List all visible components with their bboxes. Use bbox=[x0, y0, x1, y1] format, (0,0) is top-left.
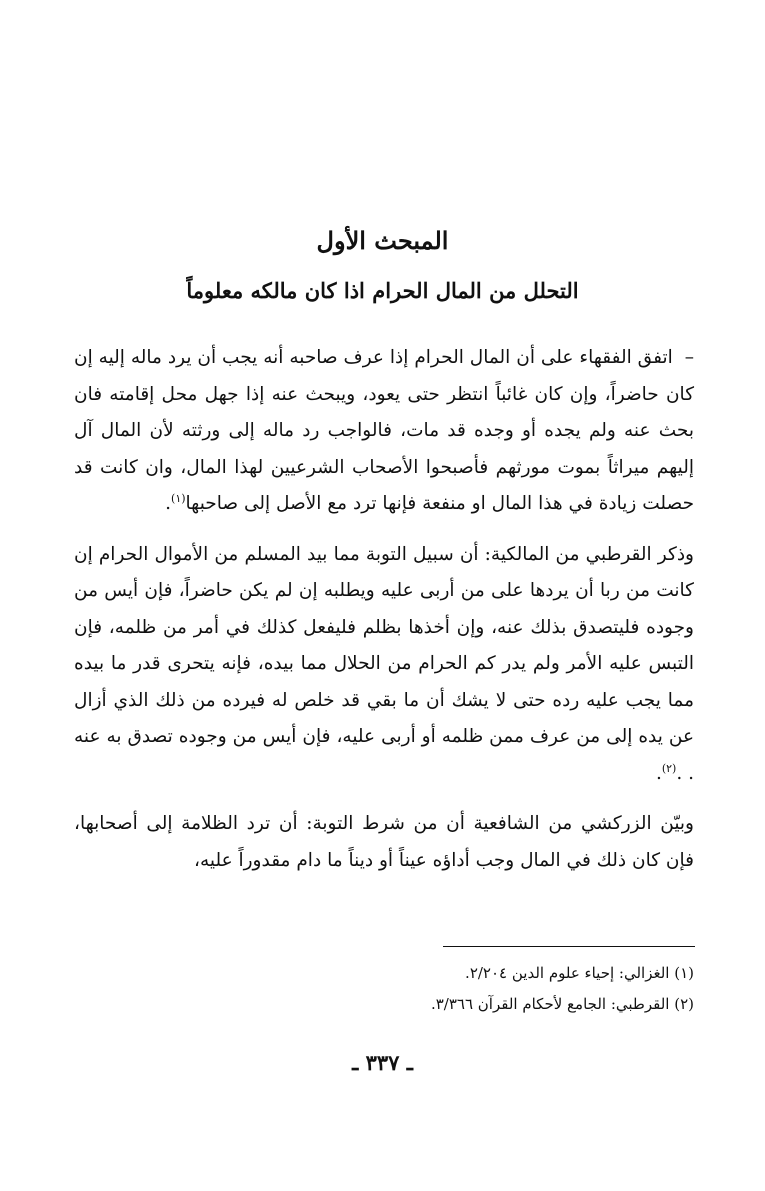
footnote-reference: (١) bbox=[171, 491, 186, 505]
paragraph-text: اتفق الفقهاء على أن المال الحرام إذا عرف صاحبه أنه يجب أن يرد ماله إليه إن كان حاضراً، وإن كان غائباً انتظر حتى يعود، ويبحث عنه إذا جهل محل إقامته فان بحث عنه ولم يجده أو وجده قد مات، فالواجب رد ماله إلى ورثته لأن المال آل إليهم ميراثاً بموت مورثهم فأصبحوا الأصحاب الشرعيين لهذا المال، وان كانت قد حصلت زيادة في هذا المال او منفعة فإنها ترد مع الأصل إلى صاحبها bbox=[74, 347, 694, 514]
paragraph-text: وذكر القرطبي من المالكية: أن سبيل التوبة مما بيد المسلم من الأموال الحرام إن كانت من ربا أن يردها على من أربى عليه ويطلبه إن لم يكن حاضراً، فإن أيس من وجوده فليتصدق بذلك عنه، وإن أخذها بظلم فليفعل كذلك في أمر من ظلمه، فإن التبس عليه الأمر ولم يدر كم الحرام من الحلال مما بيده، فإنه يتحرى قدر ما بيده مما يجب عليه رده حتى لا يشك أن ما بقي قد خلص له فيرده من ذلك الذي أزال عن يده إلى من عرف ممن ظلمه أو أربى عليه، فإن أيس من وجوده تصدق به عنه . . bbox=[74, 543, 694, 784]
paragraph-end: . bbox=[165, 493, 172, 514]
paragraph bbox=[74, 537, 694, 793]
paragraph-dash-marker: – bbox=[684, 347, 694, 368]
footnote: (١) الغزالي: إحياء علوم الدين ٢/٢٠٤. bbox=[465, 964, 694, 982]
footnote-divider bbox=[443, 946, 695, 947]
body-text bbox=[74, 340, 694, 893]
page-number: ـ ٣٣٧ ـ bbox=[352, 1050, 413, 1075]
paragraph-text: وبيّن الزركشي من الشافعية أن من شرط التوبة: أن ترد الظلامة إلى أصحابها، فإن كان ذلك في المال وجب أداؤه عيناً أو ديناً ما دام مقدوراً عليه، bbox=[74, 813, 694, 871]
paragraph-end: . bbox=[655, 762, 662, 784]
footnotes bbox=[74, 958, 694, 1020]
section-title: المبحث الأول bbox=[316, 226, 449, 255]
paragraph bbox=[74, 340, 694, 523]
footnote: (٢) القرطبي: الجامع لأحكام القرآن ٣/٣٦٦. bbox=[430, 995, 694, 1013]
paragraph bbox=[74, 806, 694, 879]
section-subtitle: التحلل من المال الحرام اذا كان مالكه معلوماً bbox=[186, 278, 579, 303]
footnote-reference: (٢) bbox=[661, 761, 677, 775]
